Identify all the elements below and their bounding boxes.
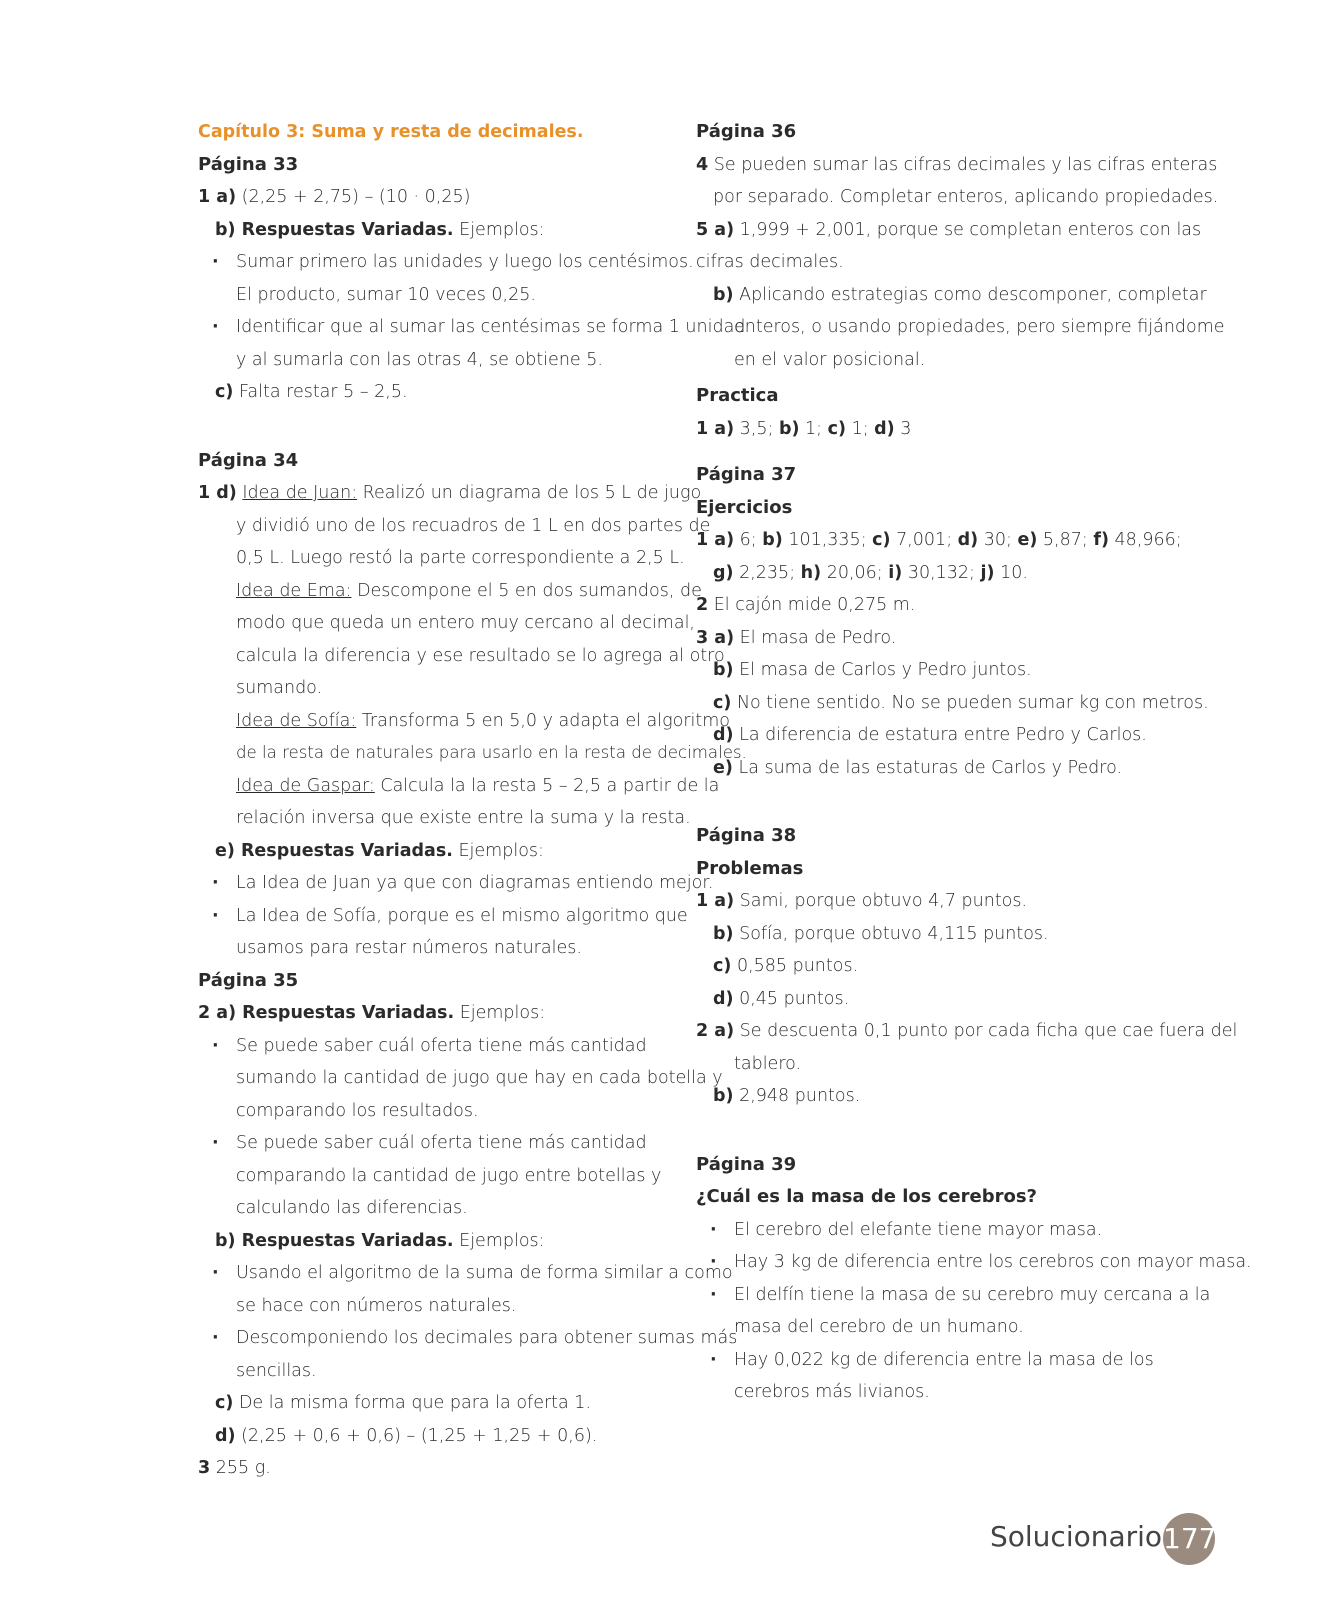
bullet: · Hay 3 kg de diferencia entre los cerebros con mayor masa. (696, 1246, 1176, 1279)
problema-2a: 2 a) Se descuenta 0,1 punto por cada ficha que cae fuera del (696, 1021, 1238, 1041)
item-2a: 2 a) Respuestas Variadas. Ejemplos: (198, 1003, 546, 1023)
ejercicio-3d: d) La diferencia de estatura entre Pedro y Carlos. (713, 725, 1147, 745)
item-1c: c) Falta restar 5 – 2,5. (215, 382, 408, 402)
ejercicio-3a: 3 a) El masa de Pedro. (696, 627, 897, 648)
bullet-cont: sumando la cantidad de jugo que hay en cada botella y (236, 1068, 723, 1088)
ejercicio-3e: e) La suma de las estaturas de Carlos y Pedro. (713, 757, 1123, 778)
problema-1c: c) 0,585 puntos. (713, 956, 859, 976)
item-1a: 1 a) (2,25 + 2,75) – (10 · 0,25) (198, 187, 471, 207)
bullet: · Descomponiendo los decimales para obtener sumas más (198, 1322, 668, 1355)
practica-answers: 1 a) 3,5; b) 1; c) 1; d) 3 (696, 418, 912, 439)
text-line: en el valor posicional. (734, 349, 926, 370)
item-2c: c) De la misma forma que para la oferta 1. (215, 1393, 592, 1413)
bullet-cont: cerebros más livianos. (734, 1382, 930, 1402)
text-line: enteros, o usando propiedades, pero siempre fijándome (734, 317, 1225, 337)
text-line: de la resta de naturales para usarlo en la resta de decimales. (236, 743, 747, 762)
problema-1d: d) 0,45 puntos. (713, 988, 850, 1009)
item-1b: b) Respuestas Variadas. Ejemplos: (215, 219, 545, 240)
page-34-heading: Página 34 (198, 449, 299, 471)
text-line: Idea de Gaspar: Calcula la la resta 5 – 2,5 a partir de la (236, 775, 720, 796)
item-1e: e) Respuestas Variadas. Ejemplos: (215, 840, 544, 861)
bullet-cont: El producto, sumar 10 veces 0,25. (236, 284, 536, 305)
footer-label: Solucionario (990, 1520, 1163, 1553)
ejercicios-1-row1: 1 a) 6; b) 101,335; c) 7,001; d) 30; e) 5,87; f) 48,966; (696, 530, 1182, 550)
text-line: modo que queda un entero muy cercano al decimal, (236, 613, 695, 633)
text-line: 0,5 L. Luego restó la parte correspondiente a 2,5 L. (236, 548, 685, 568)
ejercicio-2: 2 El cajón mide 0,275 m. (696, 595, 916, 615)
bullet: · El delfín tiene la masa de su cerebro muy cercana a la (696, 1279, 1176, 1312)
bullet-cont: usamos para restar números naturales. (236, 938, 582, 958)
bullet-cont: sencillas. (236, 1360, 317, 1381)
right-column (696, 116, 1252, 1409)
bullet: · Sumar primero las unidades y luego los centésimos. (198, 246, 668, 279)
item-2b: b) Respuestas Variadas. Ejemplos: (215, 1230, 545, 1251)
problema-2b: b) 2,948 puntos. (713, 1086, 861, 1106)
text-line: calcula la diferencia y ese resultado se lo agrega al otro (236, 645, 725, 666)
ejercicio-3b: b) El masa de Carlos y Pedro juntos. (713, 660, 1032, 680)
text-line: tablero. (734, 1053, 802, 1074)
bullet-cont: calculando las diferencias. (236, 1198, 468, 1218)
bullet: · Hay 0,022 kg de diferencia entre la masa de los (696, 1344, 1176, 1377)
chapter-title: Capítulo 3: Suma y resta de decimales. (198, 122, 584, 142)
text-line: por separado. Completar enteros, aplicando propiedades. (713, 187, 1219, 207)
item-3: 3 255 g. (198, 1458, 271, 1478)
item-5b: b) Aplicando estrategias como descomponer, completar (713, 284, 1207, 305)
page-38-heading: Página 38 (696, 825, 797, 846)
bullet-cont: masa del cerebro de un humano. (734, 1317, 1024, 1337)
practica-heading: Practica (696, 385, 779, 406)
bullet-cont: comparando los resultados. (236, 1100, 479, 1121)
text-line: y dividió uno de los recuadros de 1 L en dos partes de (236, 515, 711, 536)
item-2d: d) (2,25 + 0,6 + 0,6) – (1,25 + 1,25 + 0,6). (215, 1425, 598, 1446)
problemas-heading: Problemas (696, 857, 804, 879)
item-4: 4 Se pueden sumar las cifras decimales y las cifras enteras (696, 154, 1218, 175)
bullet: · El cerebro del elefante tiene mayor masa. (696, 1214, 1176, 1247)
ejercicios-1-row2: g) 2,235; h) 20,06; i) 30,132; j) 10. (713, 562, 1028, 583)
page-35-heading: Página 35 (198, 969, 299, 991)
bullet-cont: comparando la cantidad de jugo entre botellas y (236, 1165, 662, 1186)
item-1d: 1 d) Idea de Juan: Realizó un diagrama de los 5 L de jugo (198, 483, 702, 503)
page-36-heading: Página 36 (696, 121, 797, 142)
bullet: · La Idea de Juan ya que con diagramas entiendo mejor. (198, 867, 668, 900)
page-33-heading: Página 33 (198, 153, 299, 175)
text-line: sumando. (236, 678, 323, 698)
text-line: Idea de Ema: Descompone el 5 en dos sumandos, de (236, 580, 702, 601)
problema-1b: b) Sofía, porque obtuvo 4,115 puntos. (713, 923, 1049, 944)
bullet: · Usando el algoritmo de la suma de forma similar a como (198, 1257, 668, 1290)
page-37-heading: Página 37 (696, 464, 797, 485)
bullet: · Identificar que al sumar las centésimas se forma 1 unidad (198, 311, 668, 344)
item-5a: 5 a) 1,999 + 2,001, porque se completan enteros con las (696, 219, 1202, 240)
bullet: · Se puede saber cuál oferta tiene más cantidad (198, 1127, 668, 1160)
ejercicios-heading: Ejercicios (696, 496, 793, 518)
problema-1a: 1 a) Sami, porque obtuvo 4,7 puntos. (696, 891, 1028, 911)
ejercicio-3c: c) No tiene sentido. No se pueden sumar kg con metros. (713, 692, 1209, 713)
text-line: relación inversa que existe entre la suma y la resta. (236, 808, 691, 828)
cerebros-heading: ¿Cuál es la masa de los cerebros? (696, 1186, 1037, 1207)
bullet: · Se puede saber cuál oferta tiene más cantidad (198, 1030, 668, 1063)
bullet-cont: y al sumarla con las otras 4, se obtiene 5. (236, 349, 603, 370)
text-line: Idea de Sofía: Transforma 5 en 5,0 y adapta el algoritmo (236, 710, 731, 731)
page-39-heading: Página 39 (696, 1153, 797, 1175)
text-line: cifras decimales. (696, 252, 844, 272)
bullet: · La Idea de Sofía, porque es el mismo algoritmo que (198, 900, 668, 933)
page-number-badge: 177 (1163, 1513, 1215, 1565)
bullet-cont: se hace con números naturales. (236, 1295, 517, 1316)
